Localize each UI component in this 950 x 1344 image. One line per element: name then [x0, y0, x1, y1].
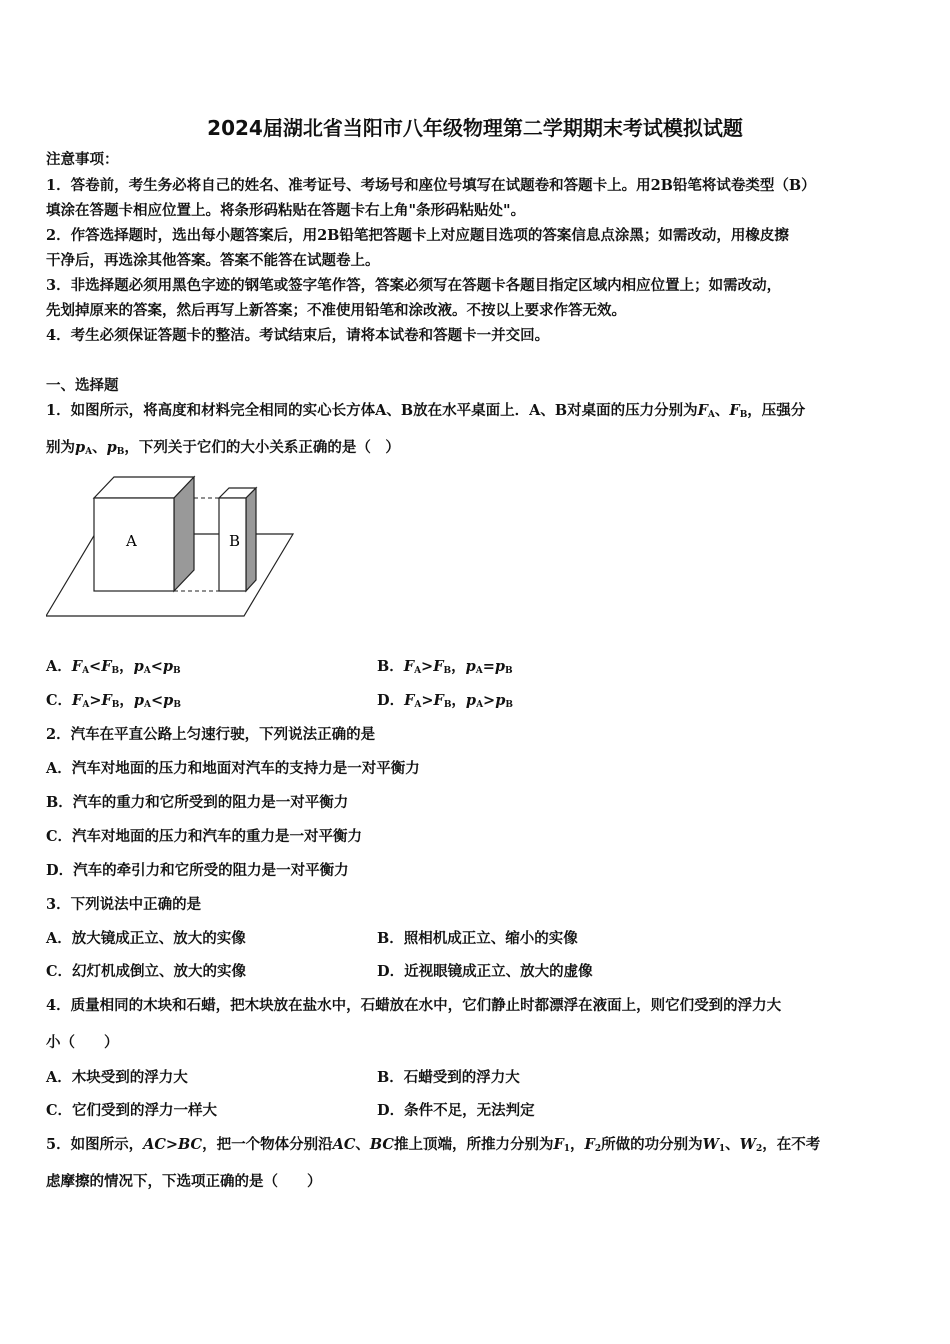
var-bc: BC [369, 1136, 394, 1153]
q2-option-d[interactable]: D．汽车的牵引力和它所受的阻力是一对平衡力 [46, 862, 349, 879]
q2-option-c[interactable]: C．汽车对地面的压力和汽车的重力是一对平衡力 [46, 828, 363, 845]
var-p: p [133, 692, 145, 709]
var-F: F [697, 402, 708, 419]
q1-text: ，压强分 [747, 402, 806, 419]
var-F: F [101, 658, 112, 675]
sub-b: B [111, 700, 120, 710]
notice-line: 3．非选择题必须用黑色字迹的钢笔或签字笔作答，答案必须写在答题卡各题目指定区域内相应位置上；如需改动， [46, 277, 782, 294]
q1-option-c[interactable] [46, 691, 181, 715]
comma: ， [119, 692, 134, 709]
relation: = [482, 658, 495, 675]
notice-line: 1．答卷前，考生务必将自己的姓名、准考证号、考场号和座位号填写在试题卷和答题卡上。用2B铅笔将试卷类型（B） [46, 177, 816, 194]
relation: > [421, 658, 434, 675]
var-F: F [72, 692, 83, 709]
var-p: p [163, 692, 174, 709]
var-p: p [106, 439, 117, 456]
q5-text: 所做的功分别为 [601, 1136, 703, 1153]
sub-b: B [173, 666, 181, 676]
var-p: p [162, 658, 174, 675]
q4-option-d[interactable]: D．条件不足，无法判定 [377, 1102, 535, 1119]
var-f2: F [584, 1136, 595, 1153]
sub-b: B [111, 666, 120, 676]
q3-option-c[interactable]: C．幻灯机成倒立、放大的实像 [46, 963, 247, 980]
var-F: F [404, 692, 415, 709]
sub-b: B [173, 700, 181, 710]
label-b: B [229, 532, 241, 550]
q1-figure [46, 470, 296, 620]
q2-option-a[interactable]: A．汽车对地面的压力和地面对汽车的支持力是一对平衡力 [46, 760, 420, 777]
sub-2: 2 [755, 1144, 763, 1154]
relation: > [421, 692, 434, 709]
notice-heading: 注意事项： [46, 151, 119, 168]
var-p: p [494, 658, 506, 675]
q1-stem-line1 [46, 401, 805, 425]
var-p: p [465, 658, 476, 675]
sub-b: B [443, 666, 452, 676]
sep: 、 [714, 402, 730, 419]
q4-option-a[interactable]: A．木块受到的浮力大 [46, 1069, 188, 1086]
var-ac: AC [332, 1136, 356, 1153]
block-b-side [246, 488, 256, 591]
q5-text: 、 [725, 1136, 740, 1153]
q5-text: 5．如图所示， [46, 1136, 144, 1153]
comma: ， [119, 658, 134, 675]
sub-a: A [143, 666, 151, 676]
sub-b: B [505, 700, 513, 710]
sub-a: A [707, 410, 715, 420]
q1-option-b[interactable] [377, 657, 513, 681]
sub-a: A [82, 700, 90, 710]
option-letter: D． [377, 692, 405, 709]
sub-b: B [443, 700, 452, 710]
sub-1: 1 [718, 1144, 726, 1154]
q5-stem-line2: 虑摩擦的情况下，下选项正确的是（ ） [46, 1173, 322, 1190]
option-letter: C． [46, 692, 73, 709]
q5-stem-line1 [46, 1135, 820, 1159]
q1-option-a[interactable] [46, 657, 181, 681]
relation: < [89, 658, 102, 675]
var-f1: F [553, 1136, 564, 1153]
q1-option-d[interactable] [377, 691, 513, 715]
q5-text: 推上顶端，所推力分别为 [393, 1136, 554, 1153]
var-F: F [101, 692, 112, 709]
var-F: F [433, 692, 444, 709]
sub-a: A [475, 666, 483, 676]
q1-text: 别为 [46, 439, 75, 456]
q2-stem: 2．汽车在平直公路上匀速行驶，下列说法正确的是 [46, 726, 376, 743]
var-F: F [433, 658, 444, 675]
sep: 、 [92, 439, 107, 456]
var-F: F [729, 402, 740, 419]
q3-option-b[interactable]: B．照相机成正立、缩小的实像 [377, 930, 578, 947]
q3-option-a[interactable]: A．放大镜成正立、放大的实像 [46, 930, 246, 947]
q5-text: ， [570, 1136, 585, 1153]
relation: < [151, 692, 164, 709]
section-heading: 一、选择题 [46, 377, 119, 394]
q4-option-c[interactable]: C．它们受到的浮力一样大 [46, 1102, 218, 1119]
notice-line: 填涂在答题卡相应位置上。将条形码粘贴在答题卡右上角"条形码粘贴处"。 [46, 202, 526, 219]
notice-line: 4．考生必须保证答题卡的整洁。考试结束后，请将本试卷和答题卡一并交回。 [46, 327, 550, 344]
page-title: 2024届湖北省当阳市八年级物理第二学期期末考试模拟试题 [207, 116, 743, 140]
sub-a: A [85, 447, 93, 457]
notice-line: 先划掉原来的答案，然后再写上新答案；不准使用铅笔和涂改液。不按以上要求作答无效。 [46, 302, 626, 319]
notice-line: 2．作答选择题时，选出每小题答案后，用2B铅笔把答题卡上对应题目选项的答案信息点涂黑；如需改动，用橡皮擦 [46, 227, 789, 244]
q1-stem-line2 [46, 438, 400, 462]
var-F: F [71, 658, 83, 675]
relation: > [89, 692, 102, 709]
block-a-side [174, 477, 194, 591]
q5-text: 、 [355, 1136, 370, 1153]
q4-stem-line2: 小（ ） [46, 1034, 119, 1051]
relation: > [483, 692, 496, 709]
comma: ， [451, 658, 466, 675]
q1-text: ，下列关于它们的大小关系正确的是（ ） [124, 439, 400, 456]
var-ac-bc: AC>BC [143, 1136, 203, 1153]
sub-a: A [82, 666, 90, 676]
sub-b: B [739, 410, 748, 420]
option-letter: A． [46, 658, 72, 675]
sub-1: 1 [563, 1144, 571, 1154]
option-letter: B． [377, 658, 404, 675]
var-F: F [403, 658, 415, 675]
sub-2: 2 [594, 1144, 602, 1154]
q3-stem: 3．下列说法中正确的是 [46, 896, 202, 913]
label-a: A [126, 532, 137, 550]
var-w1: W [702, 1136, 719, 1153]
sub-a: A [144, 700, 152, 710]
var-w2: W [739, 1136, 756, 1153]
var-p: p [465, 692, 477, 709]
var-p: p [133, 658, 144, 675]
notice-line: 干净后，再选涂其他答案。答案不能答在试题卷上。 [46, 252, 380, 269]
q5-text: ，把一个物体分别沿 [202, 1136, 333, 1153]
q4-option-b[interactable]: B．石蜡受到的浮力大 [377, 1069, 520, 1086]
relation: < [150, 658, 163, 675]
q3-option-d[interactable]: D．近视眼镜成正立、放大的虚像 [377, 963, 593, 980]
var-p: p [75, 439, 86, 456]
sub-a: A [414, 666, 422, 676]
q5-text: ，在不考 [762, 1136, 821, 1153]
var-p: p [495, 692, 506, 709]
q1-text: 1．如图所示，将高度和材料完全相同的实心长方体A、B放在水平桌面上．A、B对桌面的压力分别为 [46, 402, 698, 419]
q2-option-b[interactable]: B．汽车的重力和它所受到的阻力是一对平衡力 [46, 794, 349, 811]
comma: ， [451, 692, 466, 709]
sub-b: B [116, 447, 125, 457]
q4-stem-line1: 4．质量相同的木块和石蜡，把木块放在盐水中，石蜡放在水中，它们静止时都漂浮在液面上，则它们受到的浮力大 [46, 997, 782, 1014]
sub-a: A [414, 700, 422, 710]
sub-b: B [505, 666, 513, 676]
sub-a: A [476, 700, 484, 710]
